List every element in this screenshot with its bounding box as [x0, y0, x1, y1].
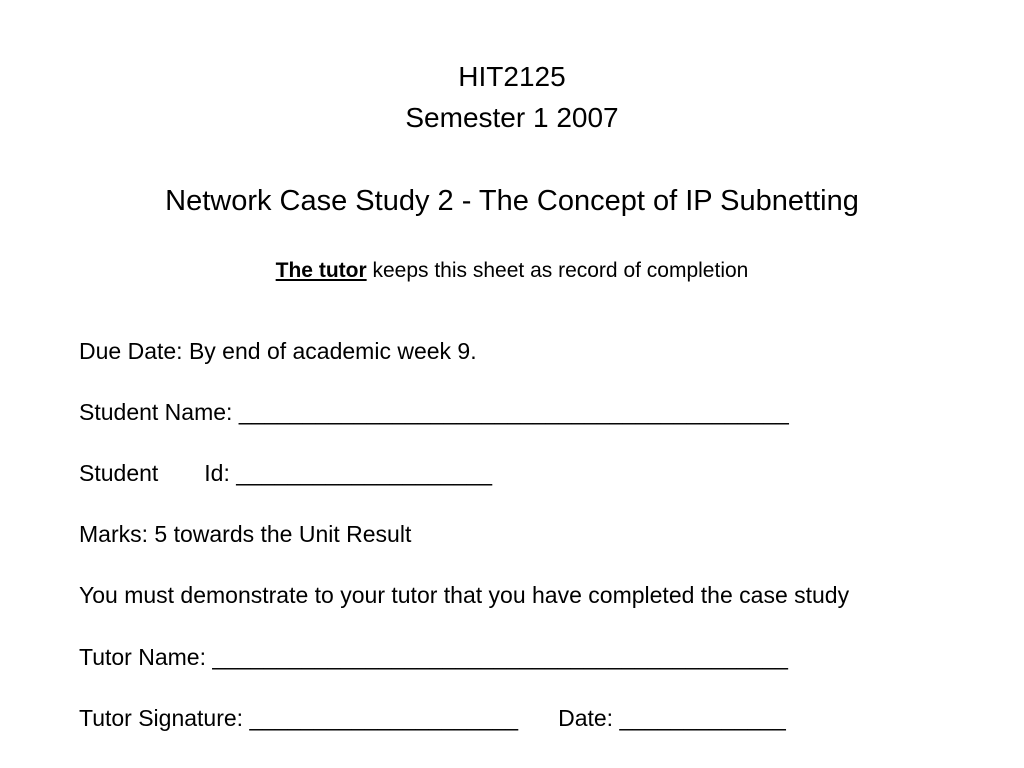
course-code: HIT2125 — [458, 61, 566, 92]
marks: Marks: 5 towards the Unit Result — [79, 521, 412, 547]
tutor-name-row — [79, 643, 788, 671]
record-note-emphasis: The tutor — [275, 259, 367, 282]
record-note — [0, 257, 1024, 285]
tutor-signature-label: Tutor Signature: — [79, 705, 250, 731]
student-name-label: Student Name: — [79, 399, 239, 425]
student-name-row — [79, 398, 789, 426]
page-title: Network Case Study 2 - The Concept of IP Subnetting — [165, 185, 859, 217]
date-label: Date: — [558, 705, 620, 731]
semester: Semester 1 2007 — [405, 102, 619, 133]
tutor-signature-row — [79, 704, 786, 732]
due-date: Due Date: By end of academic week 9. — [79, 338, 477, 364]
student-label: Student — [79, 460, 159, 486]
student-id-label: Id: — [204, 460, 237, 486]
record-note-text: keeps this sheet as record of completion — [366, 259, 749, 282]
tutor-name-field[interactable]: _____________________________________________ — [212, 644, 788, 670]
demonstrate-note: You must demonstrate to your tutor that you have completed the case study — [79, 582, 850, 608]
date-field[interactable]: _____________ — [619, 705, 786, 731]
tutor-name-label: Tutor Name: — [79, 644, 213, 670]
tutor-signature-field[interactable]: _____________________ — [249, 705, 519, 731]
student-name-field[interactable]: ___________________________________________ — [238, 399, 789, 425]
student-id-row — [79, 459, 492, 487]
student-id-field[interactable]: ____________________ — [236, 460, 493, 486]
